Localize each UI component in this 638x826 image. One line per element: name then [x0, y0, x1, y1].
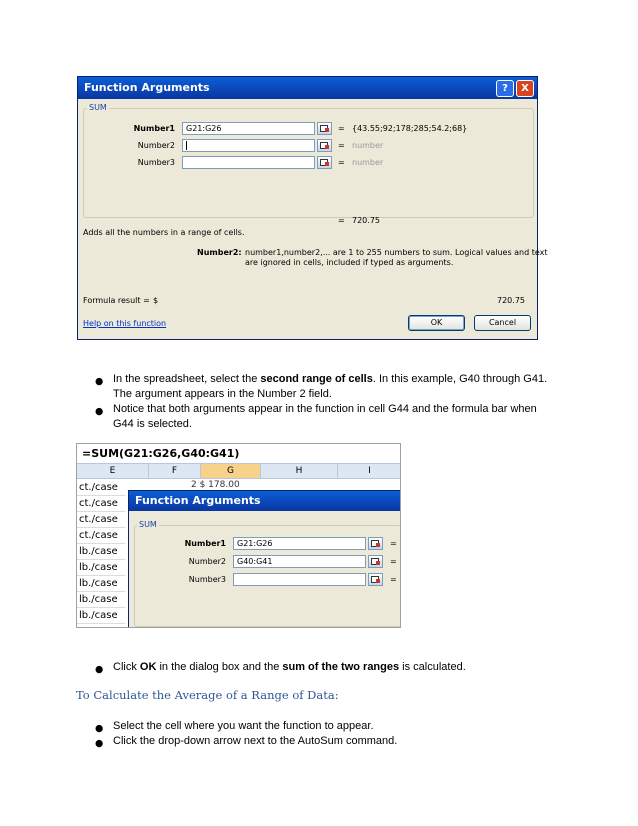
- text-run: In the spreadsheet, select the: [113, 373, 261, 385]
- collapse-dialog-icon[interactable]: [317, 156, 332, 169]
- argument-help-text-2: are ignored in cells, included if typed as arguments.: [245, 258, 454, 267]
- number1-input[interactable]: G21:G26: [233, 537, 366, 550]
- bullet-icon: ●: [95, 723, 104, 734]
- column-header-i[interactable]: I: [338, 464, 401, 479]
- table-cell[interactable]: lb./case: [77, 560, 125, 576]
- help-on-function-link[interactable]: Help on this function: [83, 319, 167, 328]
- formula-bar[interactable]: =SUM(G21:G26,G40:G41): [77, 444, 400, 464]
- number2-result: number: [352, 141, 384, 150]
- table-cell[interactable]: ct./case: [77, 528, 125, 544]
- help-button[interactable]: ?: [496, 80, 514, 97]
- collapse-dialog-icon[interactable]: [368, 555, 383, 568]
- instruction-paragraph: Select the cell where you want the function to appear.: [113, 720, 374, 732]
- argument-help-text: number1,number2,... are 1 to 255 numbers to sum. Logical values and text: [245, 248, 548, 257]
- text-run: . In this example, G40 through G41. The argument appears in the Number 2 field.: [113, 373, 548, 400]
- instruction-paragraph: Click the drop-down arrow next to the AutoSum command.: [113, 735, 398, 747]
- ok-button[interactable]: OK: [408, 315, 465, 331]
- collapse-dialog-icon[interactable]: [368, 573, 383, 586]
- table-cell[interactable]: lb./case: [77, 576, 125, 592]
- number3-input[interactable]: [233, 573, 366, 586]
- spreadsheet-screenshot: [76, 443, 401, 628]
- instruction-paragraph: [113, 372, 553, 402]
- function-description: Adds all the numbers in a range of cells.: [83, 228, 245, 237]
- table-cell[interactable]: ct./case: [77, 512, 125, 528]
- number1-label: Number1: [184, 539, 226, 548]
- number3-label: Number3: [137, 158, 175, 167]
- instruction-paragraph: [113, 660, 553, 675]
- number3-input[interactable]: [182, 156, 315, 169]
- bullet-icon: ●: [95, 406, 104, 417]
- argument-help-label: Number2:: [197, 248, 242, 257]
- dialog-title: Function Arguments: [129, 491, 401, 511]
- close-button[interactable]: X: [516, 80, 534, 97]
- equals-sign: =: [338, 141, 345, 150]
- partial-row: 2 $ 178.00: [191, 480, 240, 490]
- table-cell[interactable]: lb./case: [77, 608, 125, 624]
- number2-label: Number2: [188, 557, 226, 566]
- bullet-icon: ●: [95, 376, 104, 387]
- bullet-icon: ●: [95, 738, 104, 749]
- number1-input[interactable]: G21:G26: [182, 122, 315, 135]
- number3-result: number: [352, 158, 384, 167]
- collapse-dialog-icon[interactable]: [317, 122, 332, 135]
- group-label: SUM: [139, 520, 157, 529]
- table-cell[interactable]: lb./case: [77, 592, 125, 608]
- collapse-dialog-icon[interactable]: [368, 537, 383, 550]
- table-cell[interactable]: lb./case: [77, 544, 125, 560]
- text-run-bold: sum of the two ranges: [282, 661, 400, 673]
- column-header-g[interactable]: G: [201, 464, 261, 479]
- section-heading: To Calculate the Average of a Range of Data:: [76, 688, 339, 702]
- formula-result-label: Formula result =: [83, 296, 150, 305]
- text-run: is calculated.: [399, 661, 466, 673]
- number2-input[interactable]: G40:G41: [233, 555, 366, 568]
- number3-label: Number3: [188, 575, 226, 584]
- text-run-bold: second range of cells: [260, 373, 373, 385]
- equals-sign: =: [390, 557, 397, 566]
- instruction-paragraph: Notice that both arguments appear in the function in cell G44 and the formula bar when G44 is selected.: [113, 403, 537, 430]
- equals-sign: =: [390, 575, 397, 584]
- equals-sign: =: [338, 124, 345, 133]
- number2-label: Number2: [137, 141, 175, 150]
- sum-total: 720.75: [352, 216, 380, 225]
- text-run: in the dialog box and the: [156, 661, 283, 673]
- table-cell[interactable]: ct./case: [77, 480, 125, 496]
- number1-label: Number1: [133, 124, 175, 133]
- function-arguments-dialog: [77, 76, 548, 340]
- currency-symbol: $: [153, 296, 159, 305]
- equals-sign: =: [338, 216, 345, 225]
- text-run-bold: OK: [139, 661, 157, 673]
- column-header-e[interactable]: E: [77, 464, 149, 479]
- bullet-icon: ●: [95, 664, 104, 675]
- formula-result-value: 720.75: [497, 296, 525, 305]
- text-run: Click: [113, 661, 140, 673]
- number1-result: {43.55;92;178;285;54.2;68}: [352, 124, 468, 133]
- table-cell[interactable]: ct./case: [77, 496, 125, 512]
- equals-sign: =: [390, 539, 397, 548]
- equals-sign: =: [338, 158, 345, 167]
- cancel-button[interactable]: Cancel: [474, 315, 531, 331]
- column-header-f[interactable]: F: [149, 464, 201, 479]
- collapse-dialog-icon[interactable]: [317, 139, 332, 152]
- group-label: SUM: [89, 103, 107, 112]
- number2-input[interactable]: [182, 139, 315, 152]
- column-header-h[interactable]: H: [261, 464, 338, 479]
- function-arguments-dialog-2: [128, 490, 401, 628]
- dialog-title: Function Arguments: [78, 77, 537, 99]
